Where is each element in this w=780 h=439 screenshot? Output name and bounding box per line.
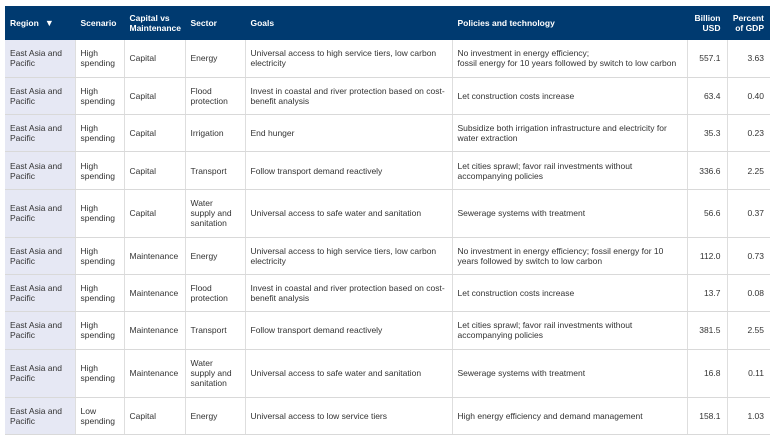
cell-billion-usd: 16.8 xyxy=(687,349,727,397)
cell-type: Capital xyxy=(124,397,185,434)
cell-region: East Asia and Pacific xyxy=(5,77,75,114)
cell-region: East Asia and Pacific xyxy=(5,152,75,189)
sort-descending-icon[interactable]: ▼ xyxy=(44,18,54,28)
cell-region: East Asia and Pacific xyxy=(5,40,75,77)
cell-sector: Flood protection xyxy=(185,77,245,114)
cell-sector: Energy xyxy=(185,40,245,77)
column-header-region[interactable] xyxy=(5,6,75,40)
cell-policies: Subsidize both irrigation infrastructure and electricity for water extraction xyxy=(452,115,687,152)
cell-type: Maintenance xyxy=(124,237,185,274)
column-header-sector-label: Sector xyxy=(190,18,217,28)
cell-type: Maintenance xyxy=(124,274,185,311)
cell-type: Capital xyxy=(124,115,185,152)
column-header-capital-vs-maintenance[interactable] xyxy=(124,6,185,40)
cell-goals: Universal access to high service tiers, low carbon electricity xyxy=(245,40,452,77)
table-row xyxy=(5,152,770,189)
infrastructure-spending-table xyxy=(5,6,770,435)
column-header-region-label: Region xyxy=(10,18,39,28)
data-table-container xyxy=(5,6,770,435)
cell-policies: Let cities sprawl; favor rail investments without accompanying policies xyxy=(452,152,687,189)
column-header-policies[interactable] xyxy=(452,6,687,40)
cell-type: Capital xyxy=(124,40,185,77)
cell-billion-usd: 13.7 xyxy=(687,274,727,311)
table-row xyxy=(5,397,770,434)
cell-billion-usd: 381.5 xyxy=(687,312,727,349)
cell-percent-gdp: 1.03 xyxy=(727,397,770,434)
cell-policies-line1: No investment in energy efficiency; xyxy=(457,48,590,59)
cell-region: East Asia and Pacific xyxy=(5,397,75,434)
cell-goals: Follow transport demand reactively xyxy=(245,152,452,189)
column-header-type-line2: Maintenance xyxy=(129,23,181,33)
cell-percent-gdp: 0.37 xyxy=(727,189,770,237)
cell-percent-gdp: 2.25 xyxy=(727,152,770,189)
cell-policies: Let construction costs increase xyxy=(452,274,687,311)
cell-percent-gdp: 0.11 xyxy=(727,349,770,397)
cell-type: Maintenance xyxy=(124,312,185,349)
cell-billion-usd: 56.6 xyxy=(687,189,727,237)
cell-sector: Water supply and sanitation xyxy=(185,349,245,397)
column-header-percent-line1: Percent xyxy=(732,13,764,23)
cell-billion-usd: 557.1 xyxy=(687,40,727,77)
cell-policies: No investment in energy efficiency; fossil energy for 10 years followed by switch to low carbon xyxy=(452,237,687,274)
cell-goals: Follow transport demand reactively xyxy=(245,312,452,349)
column-header-goals[interactable] xyxy=(245,6,452,40)
cell-region: East Asia and Pacific xyxy=(5,237,75,274)
table-row xyxy=(5,40,770,77)
cell-percent-gdp: 0.08 xyxy=(727,274,770,311)
cell-billion-usd: 63.4 xyxy=(687,77,727,114)
table-row xyxy=(5,115,770,152)
cell-billion-usd: 158.1 xyxy=(687,397,727,434)
column-header-type-line1: Capital vs xyxy=(129,13,170,23)
column-header-percent-gdp[interactable] xyxy=(727,6,770,40)
cell-type: Capital xyxy=(124,77,185,114)
cell-sector: Flood protection xyxy=(185,274,245,311)
table-row xyxy=(5,312,770,349)
cell-percent-gdp: 2.55 xyxy=(727,312,770,349)
column-header-goals-label: Goals xyxy=(250,18,275,28)
cell-region: East Asia and Pacific xyxy=(5,189,75,237)
column-header-policies-label: Policies and technology xyxy=(457,18,555,28)
cell-scenario: High spending xyxy=(75,274,124,311)
cell-policies: Let cities sprawl; favor rail investments without accompanying policies xyxy=(452,312,687,349)
column-header-scenario[interactable] xyxy=(75,6,124,40)
cell-sector: Transport xyxy=(185,152,245,189)
cell-region: East Asia and Pacific xyxy=(5,274,75,311)
table-row xyxy=(5,274,770,311)
column-header-billion-line1: Billion xyxy=(694,13,721,23)
column-header-billion-usd[interactable] xyxy=(687,6,727,40)
cell-policies: High energy efficiency and demand management xyxy=(452,397,687,434)
cell-sector: Water supply and sanitation xyxy=(185,189,245,237)
cell-scenario: High spending xyxy=(75,237,124,274)
cell-scenario: High spending xyxy=(75,77,124,114)
cell-scenario: Low spending xyxy=(75,397,124,434)
column-header-percent-line2: of GDP xyxy=(735,23,764,33)
cell-scenario: High spending xyxy=(75,40,124,77)
cell-type: Capital xyxy=(124,189,185,237)
cell-goals: End hunger xyxy=(245,115,452,152)
cell-percent-gdp: 3.63 xyxy=(727,40,770,77)
cell-sector: Transport xyxy=(185,312,245,349)
cell-goals: Universal access to safe water and sanitation xyxy=(245,349,452,397)
cell-scenario: High spending xyxy=(75,115,124,152)
cell-policies: Let construction costs increase xyxy=(452,77,687,114)
table-row xyxy=(5,237,770,274)
cell-region: East Asia and Pacific xyxy=(5,115,75,152)
cell-policies-line2: fossil energy for 10 years followed by switch to low carbon xyxy=(457,58,677,69)
cell-policies: Sewerage systems with treatment xyxy=(452,189,687,237)
cell-region: East Asia and Pacific xyxy=(5,349,75,397)
cell-policies xyxy=(452,40,687,77)
cell-policies: Sewerage systems with treatment xyxy=(452,349,687,397)
cell-scenario: High spending xyxy=(75,189,124,237)
cell-scenario: High spending xyxy=(75,312,124,349)
cell-billion-usd: 35.3 xyxy=(687,115,727,152)
cell-billion-usd: 112.0 xyxy=(687,237,727,274)
table-row xyxy=(5,77,770,114)
column-header-scenario-label: Scenario xyxy=(80,18,117,28)
cell-type: Maintenance xyxy=(124,349,185,397)
table-header-row xyxy=(5,6,770,40)
cell-type: Capital xyxy=(124,152,185,189)
cell-goals: Universal access to low service tiers xyxy=(245,397,452,434)
column-header-billion-line2: USD xyxy=(702,23,721,33)
cell-sector: Energy xyxy=(185,397,245,434)
cell-billion-usd: 336.6 xyxy=(687,152,727,189)
cell-goals: Invest in coastal and river protection based on cost-benefit analysis xyxy=(245,77,452,114)
table-row xyxy=(5,349,770,397)
cell-goals: Universal access to safe water and sanitation xyxy=(245,189,452,237)
cell-sector: Irrigation xyxy=(185,115,245,152)
cell-percent-gdp: 0.40 xyxy=(727,77,770,114)
cell-region: East Asia and Pacific xyxy=(5,312,75,349)
cell-goals: Invest in coastal and river protection based on cost-benefit analysis xyxy=(245,274,452,311)
cell-sector: Energy xyxy=(185,237,245,274)
cell-percent-gdp: 0.23 xyxy=(727,115,770,152)
table-row xyxy=(5,189,770,237)
cell-scenario: High spending xyxy=(75,152,124,189)
cell-percent-gdp: 0.73 xyxy=(727,237,770,274)
cell-scenario: High spending xyxy=(75,349,124,397)
column-header-sector[interactable] xyxy=(185,6,245,40)
cell-goals: Universal access to high service tiers, low carbon electricity xyxy=(245,237,452,274)
